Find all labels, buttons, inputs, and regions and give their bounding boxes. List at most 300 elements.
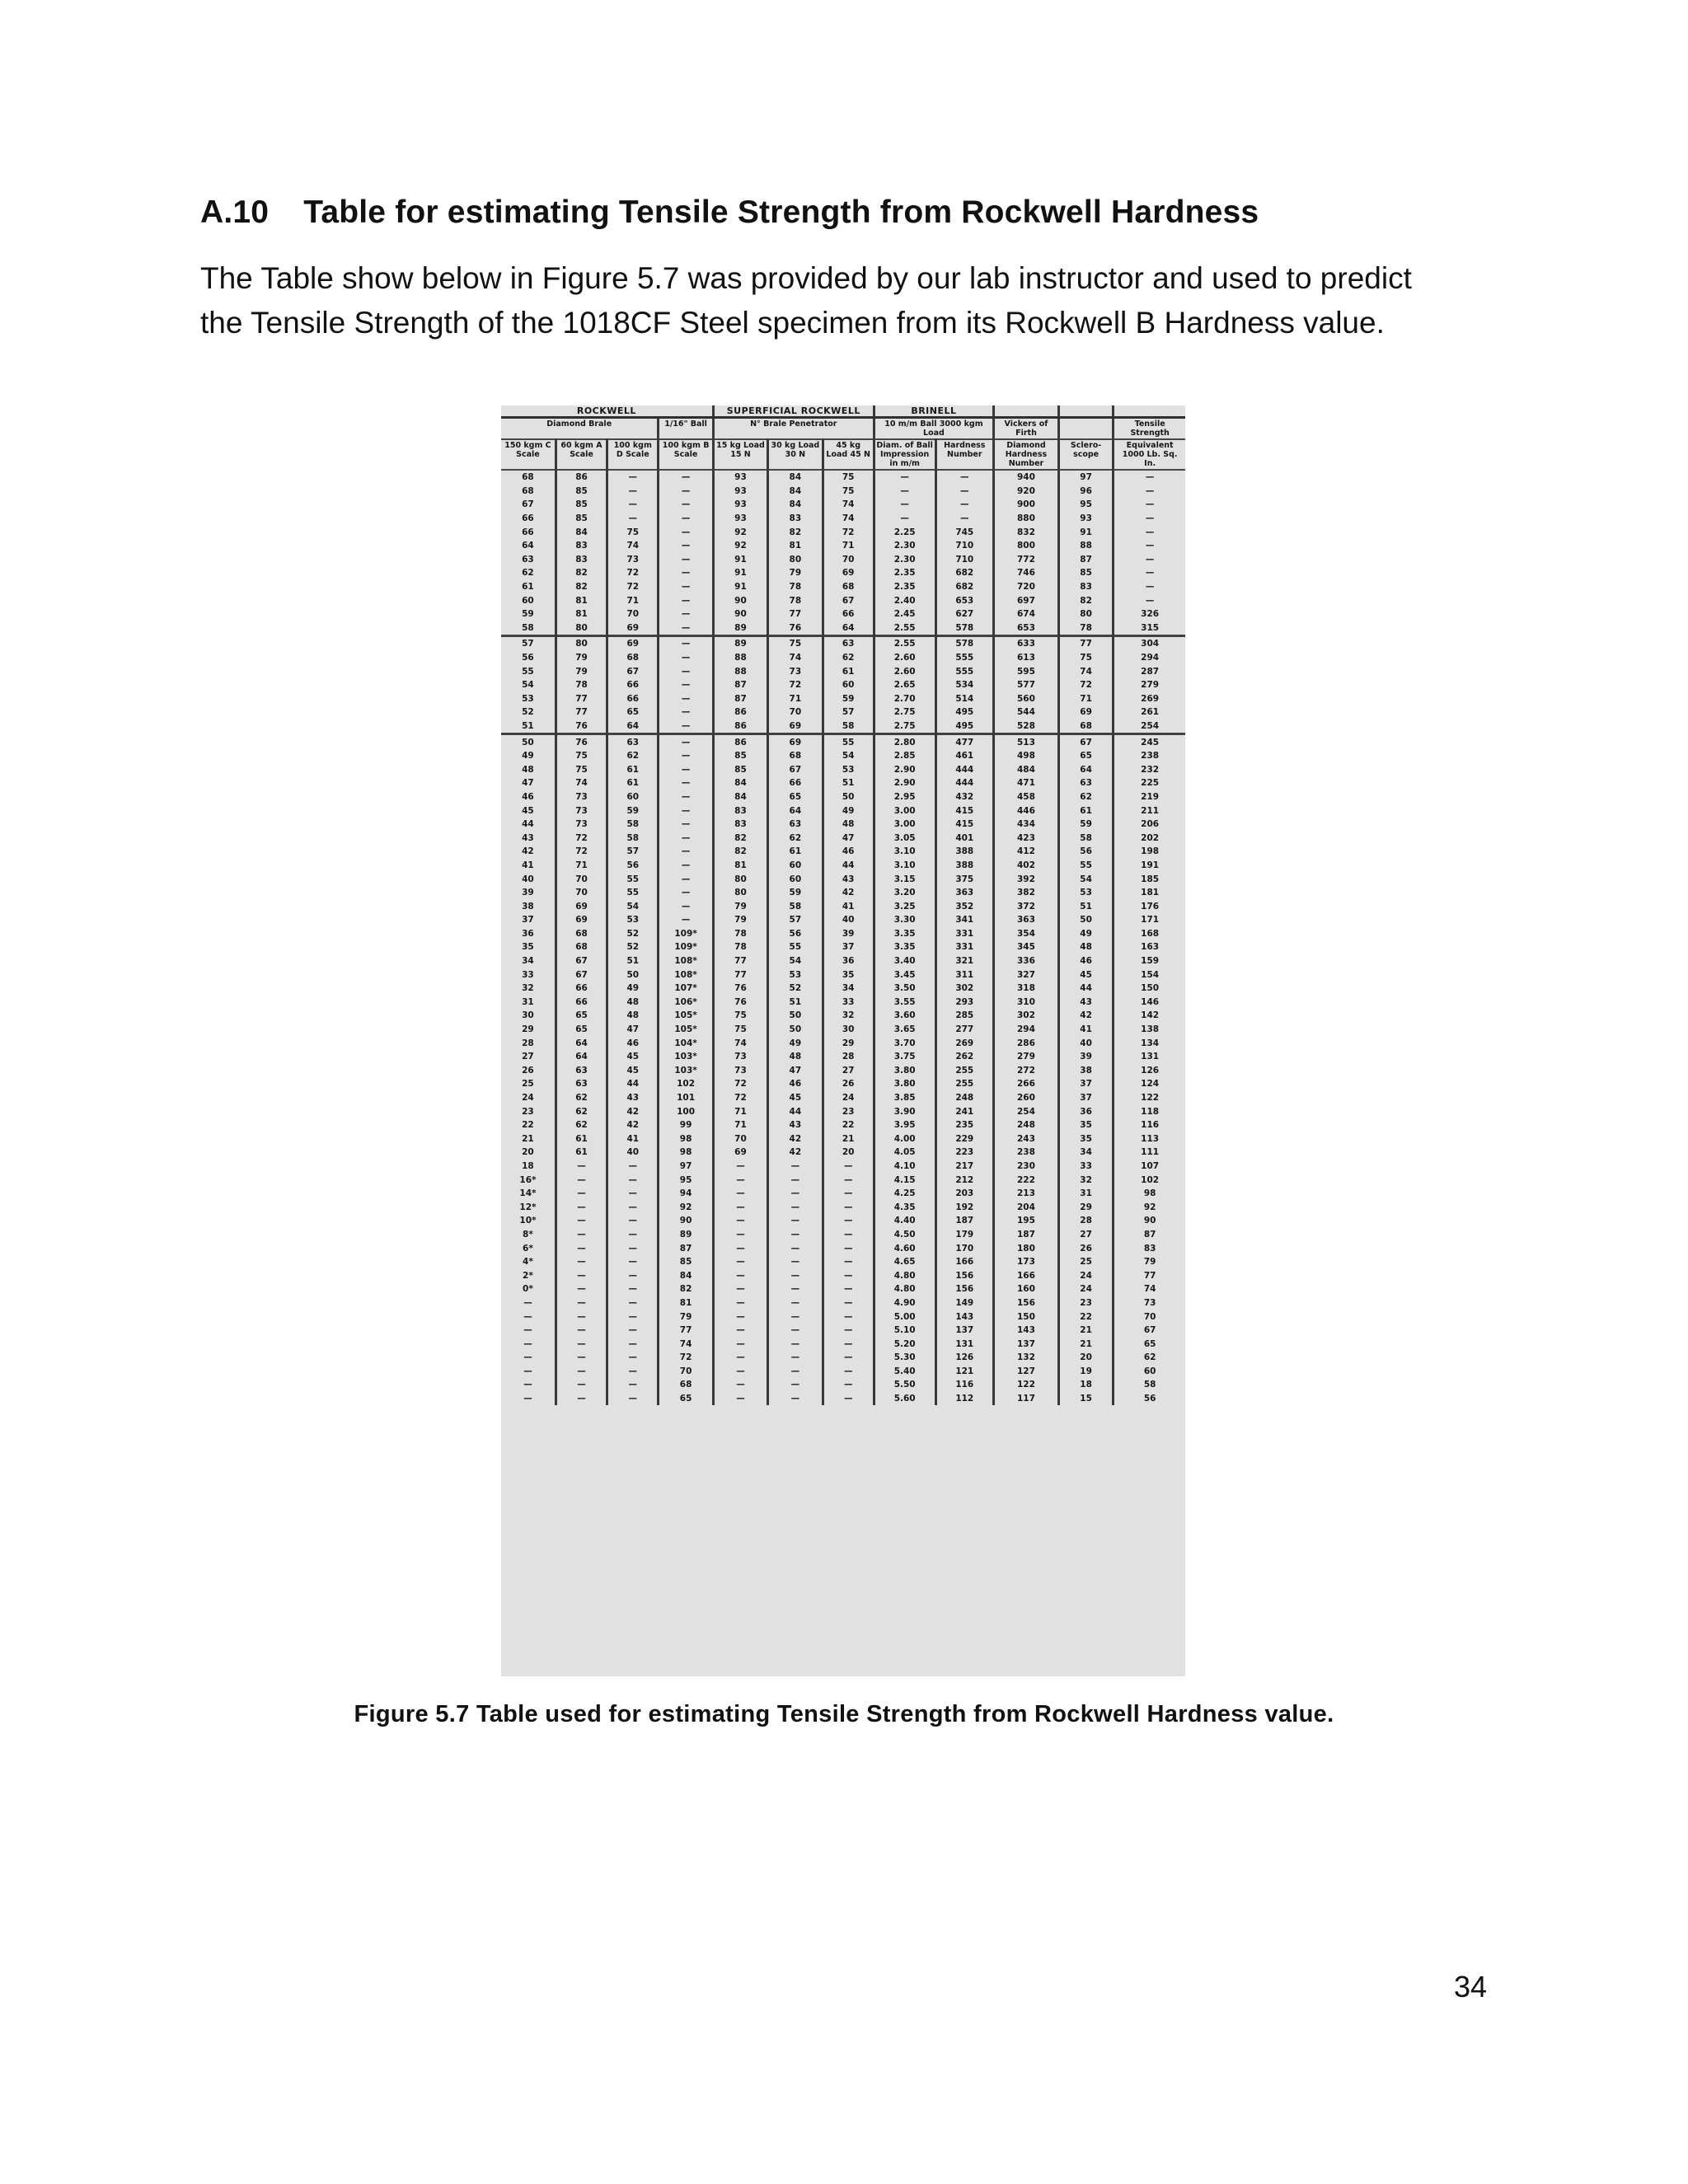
table-cell: 345	[994, 940, 1059, 954]
table-cell: 100	[659, 1104, 713, 1118]
table-cell: 401	[935, 831, 994, 845]
table-cell: 63	[522, 554, 534, 565]
table-cell: 95	[659, 1173, 713, 1187]
table-row	[501, 607, 1185, 621]
table-cell: —	[556, 1200, 607, 1214]
table-cell: —	[659, 607, 713, 621]
table-cell: 67	[607, 664, 659, 678]
table-cell: —	[556, 1351, 607, 1365]
table-cell: 62	[1114, 1351, 1185, 1365]
table-cell: 66	[556, 982, 607, 996]
table-cell: 191	[1114, 859, 1185, 873]
table-row	[501, 498, 1185, 512]
table-cell: 48	[607, 1009, 659, 1023]
table-cell: 64	[1058, 762, 1113, 776]
table-cell: 241	[935, 1104, 994, 1118]
table-cell: 2.45	[874, 607, 935, 621]
table-cell: 91	[713, 566, 767, 580]
table-cell: —	[659, 664, 713, 678]
table-cell: 84	[713, 790, 767, 804]
table-row	[501, 1173, 1185, 1187]
table-cell: 82	[659, 1282, 713, 1296]
table-cell: 82	[713, 845, 767, 859]
table-cell: 68	[1058, 719, 1113, 734]
table-cell: 57	[768, 913, 823, 927]
table-cell: —	[659, 525, 713, 539]
table-cell: —	[556, 1228, 607, 1242]
table-cell: 484	[994, 762, 1059, 776]
table-cell: —	[607, 470, 659, 485]
table-cell: 75	[823, 470, 874, 485]
table-cell: 41	[522, 860, 534, 870]
table-cell: 62	[607, 749, 659, 763]
table-cell: —	[1114, 580, 1185, 594]
table-cell: 79	[713, 913, 767, 927]
table-cell: 62	[768, 831, 823, 845]
table-cell: 73	[1114, 1296, 1185, 1310]
table-cell: 223	[935, 1146, 994, 1160]
table-row	[501, 593, 1185, 607]
table-cell: 122	[994, 1378, 1059, 1392]
table-cell: —	[607, 1200, 659, 1214]
table-cell: 423	[994, 831, 1059, 845]
table-cell: 79	[556, 664, 607, 678]
table-cell: —	[1114, 470, 1185, 485]
table-cell: 75	[823, 485, 874, 499]
table-cell: 69	[1058, 705, 1113, 719]
table-cell: —	[607, 1255, 659, 1269]
table-cell: 85	[556, 512, 607, 526]
table-cell: 432	[935, 790, 994, 804]
table-cell: 81	[556, 607, 607, 621]
table-cell: 38	[1058, 1064, 1113, 1078]
table-cell: 108*	[659, 954, 713, 968]
table-cell: 3.10	[874, 859, 935, 873]
table-cell: 331	[935, 940, 994, 954]
table-cell: —	[556, 1187, 607, 1201]
table-cell: 31	[522, 996, 534, 1007]
table-cell: —	[556, 1160, 607, 1174]
table-cell: 2.85	[874, 749, 935, 763]
table-cell: 25	[1058, 1255, 1113, 1269]
table-cell: —	[659, 512, 713, 526]
table-cell: 34	[823, 982, 874, 996]
table-cell: 88	[713, 651, 767, 665]
table-cell: 42	[768, 1146, 823, 1160]
table-cell: 33	[522, 969, 534, 980]
table-cell: 266	[994, 1077, 1059, 1091]
table-cell: 77	[556, 705, 607, 719]
table-cell: —	[607, 1241, 659, 1255]
table-cell: 67	[823, 593, 874, 607]
table-cell: 66	[768, 776, 823, 790]
table-cell: 18	[522, 1160, 534, 1171]
table-cell: 49	[823, 804, 874, 818]
table-cell: —	[1114, 539, 1185, 553]
table-row	[501, 1310, 1185, 1324]
table-cell: 746	[994, 566, 1059, 580]
table-cell: —	[1114, 566, 1185, 580]
column-header: 15 kg Load 15 N	[713, 439, 767, 470]
table-cell: 83	[1058, 580, 1113, 594]
table-row	[501, 692, 1185, 706]
table-cell: —	[607, 1173, 659, 1187]
table-cell: —	[823, 1378, 874, 1392]
table-cell: 78	[1058, 621, 1113, 636]
table-cell: 682	[935, 566, 994, 580]
table-cell: 54	[522, 680, 534, 691]
table-cell: 3.45	[874, 968, 935, 982]
section-title: Table for estimating Tensile Strength from Rockwell Hardness	[303, 194, 1259, 230]
table-cell: 56	[768, 927, 823, 941]
table-cell: 67	[1058, 734, 1113, 749]
table-cell: 47	[607, 1023, 659, 1037]
table-cell: 70	[823, 553, 874, 567]
table-cell: —	[768, 1365, 823, 1379]
table-cell: 70	[556, 872, 607, 886]
table-cell: 48	[522, 764, 534, 775]
table-cell: —	[768, 1173, 823, 1187]
table-cell: 149	[935, 1296, 994, 1310]
table-cell: 255	[935, 1077, 994, 1091]
table-cell: 64	[556, 1050, 607, 1064]
table-cell: —	[823, 1282, 874, 1296]
column-header-row	[501, 439, 1185, 470]
table-cell: 33	[823, 996, 874, 1010]
table-cell: —	[768, 1310, 823, 1324]
table-cell: 34	[1058, 1146, 1113, 1160]
table-cell: 63	[556, 1077, 607, 1091]
table-cell: 44	[823, 859, 874, 873]
table-cell: 710	[935, 539, 994, 553]
group-header	[1058, 405, 1113, 418]
table-cell: 65	[768, 790, 823, 804]
table-cell: 171	[1114, 913, 1185, 927]
table-cell: 54	[607, 899, 659, 913]
table-cell: 40	[1058, 1036, 1113, 1050]
table-cell: 24	[823, 1091, 874, 1105]
table-cell: 68	[522, 472, 534, 483]
table-cell: 55	[607, 886, 659, 900]
column-header: Hardness Number	[935, 439, 994, 470]
table-cell: —	[659, 651, 713, 665]
table-cell: —	[607, 1324, 659, 1338]
table-cell: 20	[522, 1147, 534, 1158]
table-cell: 85	[713, 749, 767, 763]
table-cell: —	[713, 1378, 767, 1392]
table-cell: 73	[713, 1064, 767, 1078]
table-cell: 3.70	[874, 1036, 935, 1050]
table-cell: 54	[823, 749, 874, 763]
table-row	[501, 1324, 1185, 1338]
table-cell: 4.10	[874, 1160, 935, 1174]
table-cell: 595	[994, 664, 1059, 678]
table-cell: 277	[935, 1023, 994, 1037]
table-cell: 3.35	[874, 927, 935, 941]
table-cell: 69	[823, 566, 874, 580]
table-cell: —	[607, 1160, 659, 1174]
table-cell: 24	[1058, 1282, 1113, 1296]
table-cell: 105*	[659, 1023, 713, 1037]
table-cell: 2.55	[874, 636, 935, 651]
table-cell: 219	[1114, 790, 1185, 804]
table-cell: 77	[768, 607, 823, 621]
table-cell: 238	[1114, 749, 1185, 763]
table-row	[501, 1241, 1185, 1255]
table-cell: 71	[607, 593, 659, 607]
table-row	[501, 804, 1185, 818]
table-cell: 46	[607, 1036, 659, 1050]
table-cell: 10*	[519, 1216, 537, 1226]
table-cell: —	[659, 692, 713, 706]
table-cell: —	[659, 678, 713, 692]
table-cell: 60	[823, 678, 874, 692]
table-cell: 55	[768, 940, 823, 954]
table-cell: 202	[1114, 831, 1185, 845]
table-row	[501, 1378, 1185, 1392]
table-cell: 116	[1114, 1118, 1185, 1132]
table-cell: —	[607, 1228, 659, 1242]
table-row	[501, 1296, 1185, 1310]
table-cell: 36	[522, 928, 534, 939]
table-cell: —	[768, 1255, 823, 1269]
table-cell: —	[659, 749, 713, 763]
table-row	[501, 913, 1185, 927]
group-header: BRINELL	[874, 405, 993, 418]
table-cell: 720	[994, 580, 1059, 594]
table-cell: 3.50	[874, 982, 935, 996]
table-cell: 37	[522, 915, 534, 926]
table-cell: 57	[501, 636, 556, 651]
column-header: 30 kg Load 30 N	[768, 439, 823, 470]
table-cell: 613	[994, 651, 1059, 665]
table-cell: —	[768, 1187, 823, 1201]
table-cell: 87	[1058, 553, 1113, 567]
table-cell: 180	[994, 1241, 1059, 1255]
table-cell: —	[607, 1378, 659, 1392]
table-cell: 5.50	[874, 1378, 935, 1392]
table-cell: 68	[659, 1378, 713, 1392]
table-cell: 262	[935, 1050, 994, 1064]
sub-header: Tensile Strength	[1114, 418, 1185, 440]
table-row	[501, 762, 1185, 776]
table-cell: 327	[994, 968, 1059, 982]
table-cell: 35	[823, 968, 874, 982]
table-row	[501, 1118, 1185, 1132]
table-cell: 534	[935, 678, 994, 692]
table-cell: 363	[935, 886, 994, 900]
table-cell: 3.40	[874, 954, 935, 968]
table-cell: 3.65	[874, 1023, 935, 1037]
table-cell: —	[523, 1380, 532, 1390]
table-cell: —	[556, 1255, 607, 1269]
table-cell: 104*	[659, 1036, 713, 1050]
table-cell: 79	[768, 566, 823, 580]
table-cell: 52	[768, 982, 823, 996]
table-cell: 47	[823, 831, 874, 845]
table-cell: 90	[659, 1214, 713, 1228]
table-row	[501, 1023, 1185, 1037]
table-cell: 294	[1114, 651, 1185, 665]
table-cell: 113	[1114, 1132, 1185, 1146]
table-cell: 35	[1058, 1118, 1113, 1132]
table-cell: 82	[556, 566, 607, 580]
table-cell: 116	[935, 1378, 994, 1392]
table-cell: —	[659, 776, 713, 790]
table-cell: 60	[768, 872, 823, 886]
group-header	[994, 405, 1059, 418]
table-cell: 65	[556, 1023, 607, 1037]
table-cell: 84	[768, 485, 823, 499]
table-cell: 42	[1058, 1009, 1113, 1023]
table-cell: 880	[994, 512, 1059, 526]
group-header-row	[501, 405, 1185, 418]
table-cell: 2.80	[874, 734, 935, 749]
table-cell: 93	[713, 512, 767, 526]
table-cell: 23	[522, 1106, 534, 1117]
table-cell: 59	[1058, 818, 1113, 832]
table-row	[501, 621, 1185, 636]
table-row	[501, 845, 1185, 859]
table-cell: 578	[935, 636, 994, 651]
table-cell: 170	[935, 1241, 994, 1255]
table-cell: —	[1114, 553, 1185, 567]
table-cell: —	[556, 1392, 607, 1406]
table-cell: 75	[556, 749, 607, 763]
table-cell: 82	[713, 831, 767, 845]
table-cell: 3.80	[874, 1077, 935, 1091]
table-cell: 3.00	[874, 804, 935, 818]
table-cell: —	[823, 1365, 874, 1379]
table-cell: 42	[768, 1132, 823, 1146]
table-cell: —	[823, 1324, 874, 1338]
table-cell: 25	[522, 1079, 534, 1090]
table-cell: 42	[607, 1104, 659, 1118]
table-cell: 29	[823, 1036, 874, 1050]
table-cell: 254	[994, 1104, 1059, 1118]
table-cell: 4.80	[874, 1268, 935, 1282]
table-cell: 2.95	[874, 790, 935, 804]
table-cell: 75	[713, 1023, 767, 1037]
table-cell: 77	[1058, 636, 1113, 651]
table-cell: 72	[713, 1091, 767, 1105]
table-cell: —	[713, 1214, 767, 1228]
table-cell: 30	[522, 1010, 534, 1021]
table-cell: —	[713, 1365, 767, 1379]
table-row	[501, 1337, 1185, 1351]
table-cell: 166	[935, 1255, 994, 1269]
table-row	[501, 664, 1185, 678]
table-cell: 4.50	[874, 1228, 935, 1242]
table-cell: 354	[994, 927, 1059, 941]
table-cell: —	[607, 1268, 659, 1282]
table-cell: 117	[994, 1392, 1059, 1406]
table-cell: 143	[994, 1324, 1059, 1338]
table-row	[501, 1064, 1185, 1078]
sub-header	[1058, 418, 1113, 440]
table-cell: —	[659, 762, 713, 776]
table-cell: 59	[768, 886, 823, 900]
table-cell: 16*	[519, 1174, 537, 1185]
table-cell: —	[768, 1296, 823, 1310]
table-cell: —	[556, 1214, 607, 1228]
table-cell: —	[659, 872, 713, 886]
table-cell: 22	[1058, 1310, 1113, 1324]
table-cell: 8*	[523, 1229, 533, 1240]
table-cell: —	[713, 1296, 767, 1310]
table-cell: 55	[823, 734, 874, 749]
table-cell: —	[607, 485, 659, 499]
table-cell: 248	[994, 1118, 1059, 1132]
table-cell: 3.20	[874, 886, 935, 900]
table-cell: 72	[1058, 678, 1113, 692]
table-cell: —	[823, 1351, 874, 1365]
table-cell: —	[659, 705, 713, 719]
table-cell: 74	[556, 776, 607, 790]
table-cell: 73	[556, 804, 607, 818]
table-cell: —	[523, 1297, 532, 1308]
table-cell: 269	[935, 1036, 994, 1050]
table-row	[501, 749, 1185, 763]
table-cell: —	[1114, 485, 1185, 499]
table-cell: 77	[1114, 1268, 1185, 1282]
page-number: 34	[1454, 1970, 1488, 2004]
table-row	[501, 636, 1185, 651]
table-cell: 627	[935, 607, 994, 621]
table-cell: 800	[994, 539, 1059, 553]
table-cell: 43	[607, 1091, 659, 1105]
table-cell: 32	[823, 1009, 874, 1023]
table-cell: 60	[1114, 1365, 1185, 1379]
table-cell: —	[768, 1351, 823, 1365]
table-row	[501, 1160, 1185, 1174]
table-cell: 50	[768, 1023, 823, 1037]
table-cell: 53	[823, 762, 874, 776]
table-cell: 79	[1114, 1255, 1185, 1269]
table-cell: 73	[607, 553, 659, 567]
table-row	[501, 954, 1185, 968]
table-row	[501, 566, 1185, 580]
table-cell: 46	[1058, 954, 1113, 968]
table-cell: 58	[607, 818, 659, 832]
table-cell: 514	[935, 692, 994, 706]
table-cell: —	[713, 1255, 767, 1269]
table-cell: 415	[935, 804, 994, 818]
table-cell: 61	[556, 1132, 607, 1146]
table-cell: 81	[768, 539, 823, 553]
table-cell: 71	[1058, 692, 1113, 706]
table-cell: 4.15	[874, 1173, 935, 1187]
table-cell: 98	[659, 1132, 713, 1146]
table-cell: 73	[556, 818, 607, 832]
table-cell: —	[713, 1200, 767, 1214]
table-cell: 68	[556, 927, 607, 941]
table-cell: 311	[935, 968, 994, 982]
table-cell: —	[659, 485, 713, 499]
figure-hardness-table-image	[501, 405, 1185, 1676]
table-cell: 90	[1114, 1214, 1185, 1228]
table-cell: 69	[607, 636, 659, 651]
table-cell: —	[607, 498, 659, 512]
table-cell: 68	[607, 651, 659, 665]
table-cell: 64	[556, 1036, 607, 1050]
column-header: Equivalent 1000 Lb. Sq. In.	[1114, 439, 1185, 470]
table-cell: 69	[556, 899, 607, 913]
table-row	[501, 512, 1185, 526]
table-cell: —	[659, 886, 713, 900]
table-cell: 74	[823, 512, 874, 526]
table-cell: 51	[1058, 899, 1113, 913]
